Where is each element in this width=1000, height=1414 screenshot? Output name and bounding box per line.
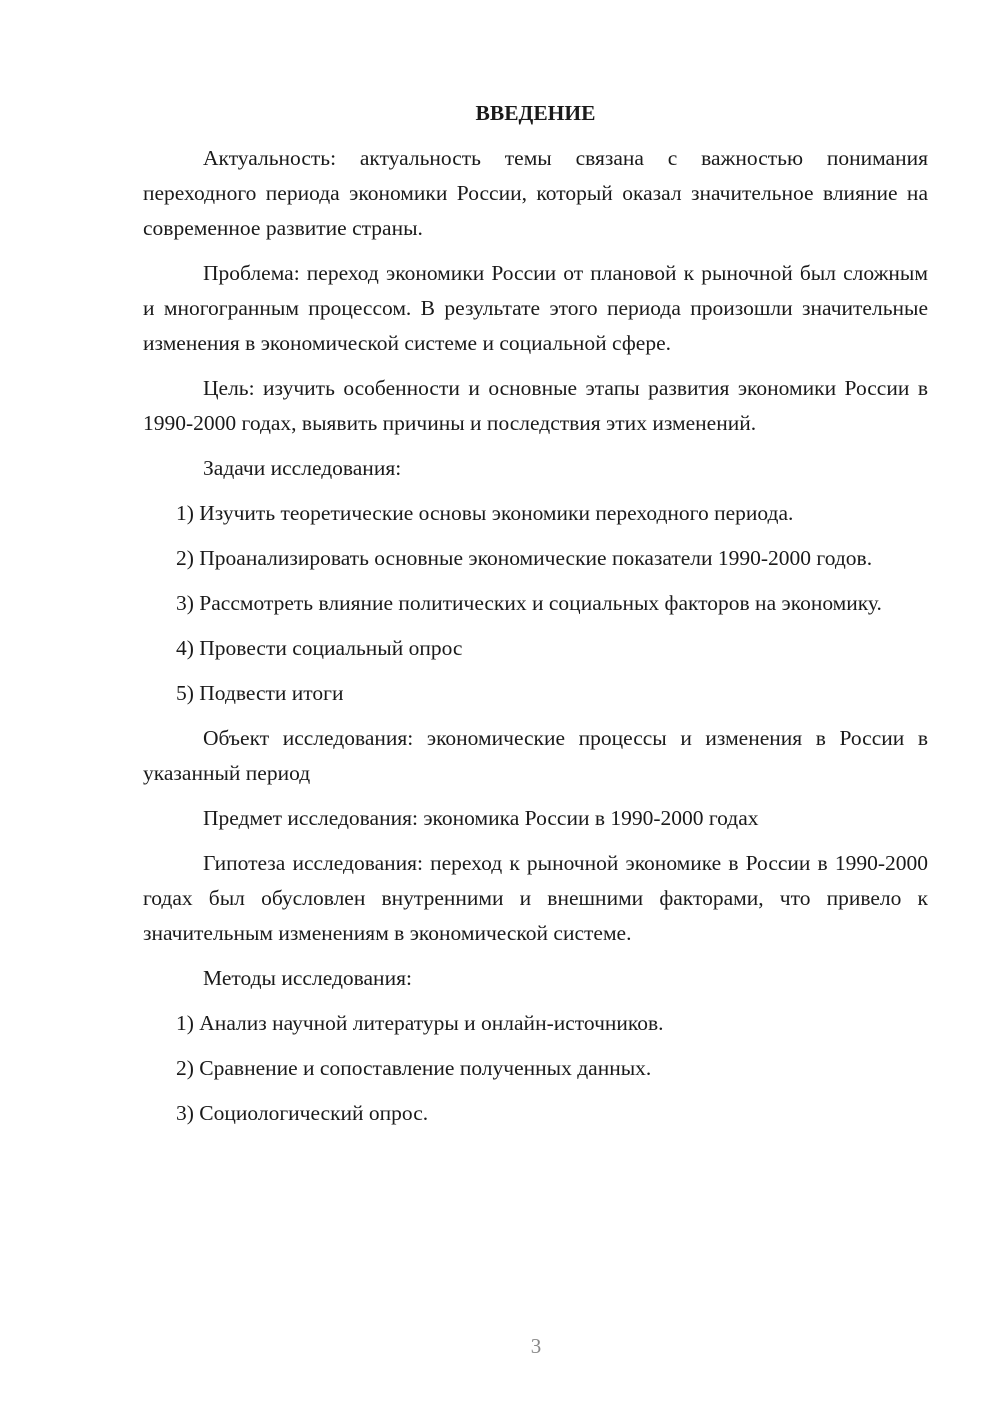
method-item: 3) Социологический опрос. bbox=[176, 1101, 429, 1125]
tasks-heading: Задачи исследования: bbox=[203, 456, 402, 480]
goal-paragraph: Цель: изучить особенности и основные этапы развития экономики России в 1990-2000 годах, выявить причины и последствия этих изменений. bbox=[143, 376, 928, 435]
subject-paragraph: Предмет исследования: экономика России в 1990-2000 годах bbox=[203, 806, 759, 830]
task-item: 2) Проанализировать основные экономические показатели 1990-2000 годов. bbox=[176, 546, 873, 570]
problem-paragraph: Проблема: переход экономики России от плановой к рыночной был сложным и многогранным процессом. В результате этого периода произошли значительные изменения в экономической системе и социальной сфере. bbox=[143, 261, 928, 355]
task-item: 5) Подвести итоги bbox=[176, 681, 344, 705]
page-number: 3 bbox=[530, 1334, 542, 1358]
task-item: 3) Рассмотреть влияние политических и социальных факторов на экономику. bbox=[176, 591, 882, 615]
hypothesis-paragraph: Гипотеза исследования: переход к рыночной экономике в России в 1990-2000 годах был обусловлен внутренними и внешними факторами, что привело к значительным изменениям в экономической системе. bbox=[143, 851, 928, 945]
method-item: 1) Анализ научной литературы и онлайн-источников. bbox=[176, 1011, 664, 1035]
section-title: ВВЕДЕНИЕ bbox=[475, 101, 596, 125]
relevance-paragraph: Актуальность: актуальность темы связана с важностью понимания переходного периода экономики России, который оказал значительное влияние на современное развитие страны. bbox=[143, 146, 928, 240]
object-paragraph: Объект исследования: экономические процессы и изменения в России в указанный период bbox=[143, 726, 928, 785]
task-item: 4) Провести социальный опрос bbox=[176, 636, 463, 660]
document-page bbox=[143, 96, 928, 1141]
task-item: 1) Изучить теоретические основы экономики переходного периода. bbox=[176, 501, 794, 525]
method-item: 2) Сравнение и сопоставление полученных данных. bbox=[176, 1056, 652, 1080]
methods-heading: Методы исследования: bbox=[203, 966, 412, 990]
